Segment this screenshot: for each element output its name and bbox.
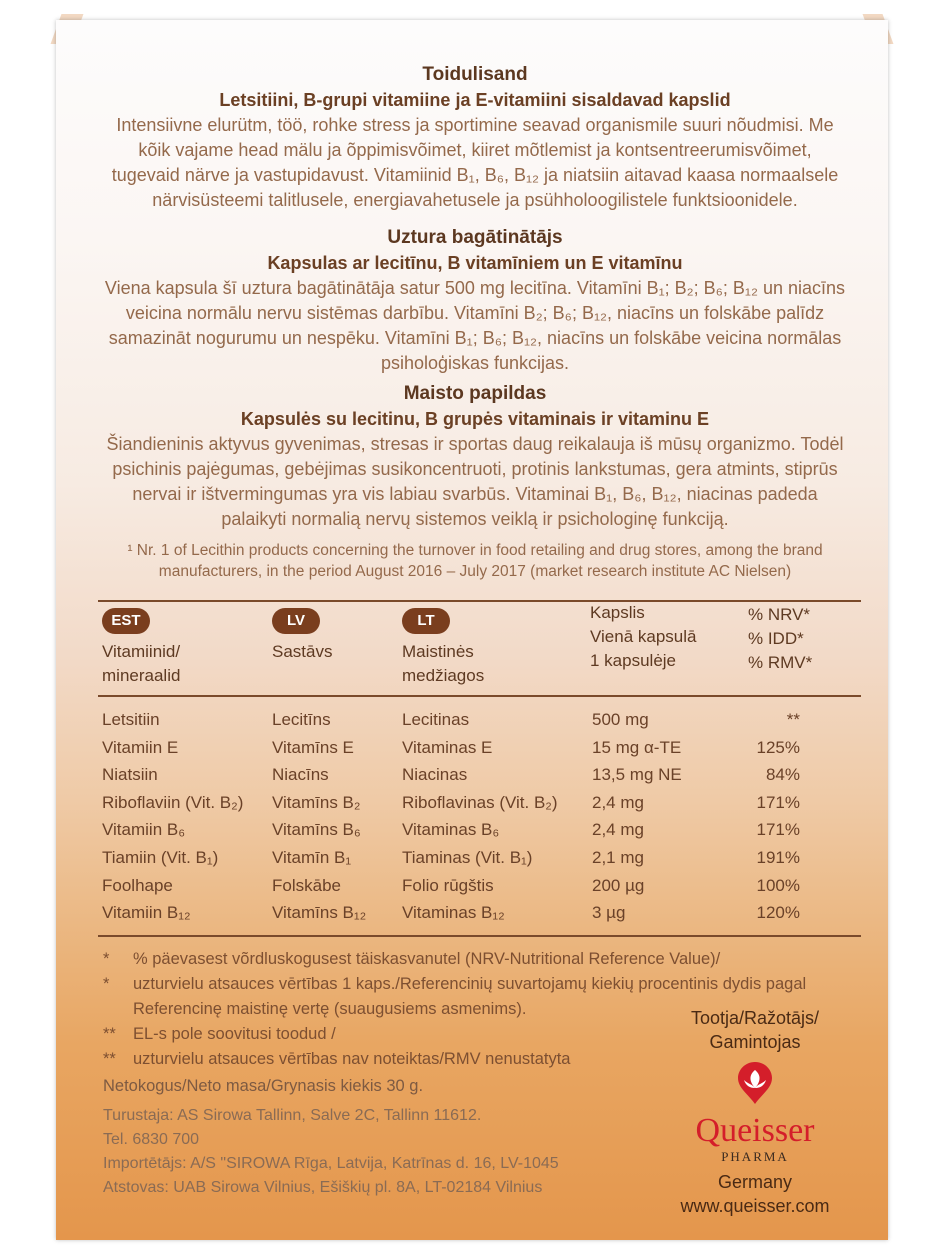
table-cell-amount: 13,5 mg NE — [592, 765, 682, 785]
lv-body-line: psiholoģiskas funkcijas. — [380, 353, 570, 373]
brand-name: Queisser — [695, 1112, 815, 1149]
language-badge: EST — [102, 608, 150, 634]
producer-label: Tootja/Ražotājs/ — [690, 1008, 820, 1028]
lt-body — [80, 432, 870, 532]
language-badge: LT — [402, 608, 450, 634]
header-lv — [272, 640, 332, 664]
note-text: EL-s pole soovitusi toodud / — [133, 1025, 336, 1043]
lv-body-line: veicina normālu nervu sistēmas darbību. Vitamīni B₂; B₆; B₁₂, niacīns un folskābe palīdz — [125, 303, 825, 323]
lt-title: Maisto papildas — [403, 383, 547, 404]
header-amount-line: Kapslis — [590, 603, 645, 622]
producer-website: www.queisser.com — [680, 1196, 830, 1216]
table-cell-est: Letsitiin — [102, 710, 160, 729]
est-body-line: Intensiivne elurütm, töö, rohke stress ja sportimine seavad organismile suuri nõudmisi. Me — [116, 115, 834, 135]
header-lt-line: Maistinės — [402, 642, 474, 661]
table-cell-lv: Vitamīns B₁₂ — [272, 903, 367, 923]
table-cell-amount: 15 mg α-TE — [592, 737, 682, 757]
table-cell-lv: Vitamīns B₆ — [272, 820, 361, 840]
est-body-line: tugevaid närve ja vastupidavust. Vitamiinid B₁, B₆, B₁₂ ja niatsiin aitavad kaasa normaalsele — [111, 165, 839, 185]
lt-body-line: Šiandieninis aktyvus gyvenimas, stresas ir sportas daug reikalauja iš mūsų organizmo. Todėl — [106, 434, 844, 454]
table-cell-lt: Vitaminas E — [402, 737, 493, 757]
note-text: Referencinę maistinę vertę (suaugusiems asmenims). — [133, 1000, 527, 1018]
table-cell-pct: 120% — [756, 903, 800, 923]
est-body-line: närvisüsteemi talitlusele, energiavahetusele ja psühholoogilistele funktsioonidele. — [152, 190, 798, 210]
est-subtitle: Letsitiini, B-grupi vitamiine ja E-vitamiini sisaldavad kapslid — [219, 90, 731, 110]
table-cell-est: Tiamiin (Vit. B₁) — [102, 848, 219, 867]
table-cell-est: Vitamiin B₁₂ — [102, 903, 191, 923]
lv-subtitle: Kapsulas ar lecitīnu, B vitamīniem un E vitamīnu — [267, 253, 683, 273]
importer-line: Importētājs: A/S "SIROWA Rīga, Latvija, Katrīnas d. 16, LV-1045 — [103, 1155, 559, 1172]
table-cell-lv: Lecitīns — [272, 710, 331, 729]
phone-line: Tel. 6830 700 — [103, 1131, 200, 1148]
table-bottom-rule — [98, 935, 861, 937]
est-section — [80, 62, 870, 213]
badge-lt — [402, 608, 450, 634]
header-pct-line: % IDD* — [748, 629, 804, 648]
lt-body-line: palaikyti normalią nervų sistemos veiklą ir psichologinę funkciją. — [221, 509, 729, 529]
header-est-line: Vitamiinid/ — [102, 642, 181, 661]
distributor-line: Turustaja: AS Sirowa Tallinn, Salve 2C, Tallinn 11612. — [103, 1107, 482, 1124]
table-cell-lv: Folskābe — [272, 875, 341, 895]
lv-section — [80, 225, 870, 376]
table-cell-est: Niatsiin — [102, 765, 158, 785]
lt-subtitle: Kapsulės su lecitinu, B grupės vitaminais ir vitaminu E — [240, 409, 710, 429]
table-cell-pct: 171% — [756, 792, 800, 812]
table-cell-lt: Vitaminas B₆ — [402, 820, 500, 840]
header-est-line: mineraalid — [102, 666, 181, 685]
lt-body-line: psichinis pajėgumas, gebėjimas susikoncentruoti, protinis lankstumas, gera atmints, stiprūs — [112, 459, 838, 479]
table-cell-lt: Folio rūgštis — [402, 875, 494, 895]
lt-body-line: nervai ir ištvermingumas yra vis labiau svarbūs. Vitaminai B₁, B₆, B₁₂, niacinas padeda — [132, 484, 818, 504]
table-cell-lt: Vitaminas B₁₂ — [402, 903, 505, 923]
table-cell-lt: Lecitinas — [402, 710, 470, 729]
queisser-logo-icon — [640, 1054, 870, 1112]
table-cell-est: Vitamiin E — [102, 737, 179, 757]
header-pct-line: % NRV* — [748, 605, 811, 624]
badge-est — [102, 608, 150, 634]
table-cell-lv: Vitamīn B₁ — [272, 848, 352, 867]
lt-section — [80, 381, 870, 532]
representative-line: Atstovas: UAB Sirowa Vilnius, Ešiškių pl. 8A, LT-02184 Vilnius — [103, 1179, 543, 1196]
table-cell-amount: 2,1 mg — [592, 848, 644, 867]
table-cell-est: Riboflaviin (Vit. B₂) — [102, 792, 244, 812]
table-cell-lt: Niacinas — [402, 765, 468, 785]
header-est — [102, 640, 180, 688]
table-cell-amount: 200 µg — [592, 875, 645, 895]
header-lt — [402, 640, 484, 688]
table-cell-pct: 84% — [765, 765, 800, 785]
badge-lv — [272, 608, 320, 634]
header-amount-line: 1 kapsulėje — [590, 651, 677, 670]
table-cell-lv: Vitamīns B₂ — [272, 792, 361, 812]
table-cell-lv: Vitamīns E — [272, 737, 354, 757]
footnote-line: ¹ Nr. 1 of Lecithin products concerning the turnover in food retailing and drug stores, among the brand — [127, 542, 823, 559]
est-body-line: kõik vajame head mälu ja õppimisvõimet, kiiret mõtlemist ja kontsentreerumisvõimet, — [138, 140, 812, 160]
header-pct-line: % RMV* — [748, 653, 813, 672]
table-header-rule — [98, 695, 861, 697]
header-amount-line: Vienā kapsulā — [590, 627, 697, 646]
note-mark: ** — [103, 1025, 116, 1043]
table-cell-est: Foolhape — [102, 875, 173, 895]
note-mark: * — [103, 950, 110, 968]
table-cell-lt: Tiaminas (Vit. B₁) — [402, 848, 533, 867]
table-cell-amount: 3 µg — [592, 903, 626, 923]
note-text: uzturvielu atsauces vērtības nav noteiktas/RMV nenustatyta — [133, 1050, 571, 1068]
header-amount — [590, 601, 697, 673]
table-cell-amount: 2,4 mg — [592, 792, 644, 812]
lv-body-line: Viena kapsula šī uztura bagātinātāja satur 500 mg lecitīna. Vitamīni B₁; B₂; B₆; B₁₂ un niacīns — [104, 278, 846, 298]
brand-sub: PHARMA — [721, 1149, 789, 1164]
note-text: uzturvielu atsauces vērtības 1 kaps./Referencinių suvartojamų kiekių procentinis dydis pagal — [133, 975, 807, 993]
producer-block — [640, 1006, 870, 1218]
table-cell-lt: Riboflavinas (Vit. B₂) — [402, 792, 558, 812]
lv-body — [80, 276, 870, 376]
table-cell-pct: 125% — [756, 737, 800, 757]
lv-title: Uztura bagātinātājs — [387, 227, 563, 248]
table-top-rule — [98, 600, 861, 602]
table-cell-pct: 171% — [756, 820, 800, 840]
lv-body-line: samazināt nogurumu un nespēku. Vitamīni B₁; B₆; B₁₂, niacīns un folskābe veicina normālas — [108, 328, 842, 348]
est-title: Toidulisand — [422, 64, 528, 85]
note-mark: ** — [103, 1050, 116, 1068]
est-body — [80, 113, 870, 213]
table-cell-pct: 100% — [756, 875, 800, 895]
table-cell-pct: 191% — [756, 848, 800, 867]
table-cell-pct: ** — [786, 710, 800, 729]
market-research-footnote — [80, 540, 870, 582]
table-cell-amount: 500 mg — [592, 710, 649, 729]
table-cell-amount: 2,4 mg — [592, 820, 644, 840]
producer-label: Gamintojas — [709, 1032, 801, 1052]
header-lv-line: Sastāvs — [272, 642, 333, 661]
header-pct — [748, 603, 812, 675]
note-mark: * — [103, 975, 110, 993]
net-weight: Netokogus/Neto masa/Grynasis kiekis 30 g. — [103, 1077, 424, 1095]
header-lt-line: medžiagos — [402, 666, 485, 685]
language-badge: LV — [272, 608, 320, 634]
producer-country: Germany — [717, 1172, 793, 1192]
table-cell-est: Vitamiin B₆ — [102, 820, 186, 840]
table-cell-lv: Niacīns — [272, 765, 329, 785]
note-text: % päevasest võrdluskogusest täiskasvanutel (NRV-Nutritional Reference Value)/ — [133, 950, 721, 968]
footnote-line: manufacturers, in the period August 2016 – July 2017 (market research institute AC Nielsen) — [158, 563, 792, 580]
